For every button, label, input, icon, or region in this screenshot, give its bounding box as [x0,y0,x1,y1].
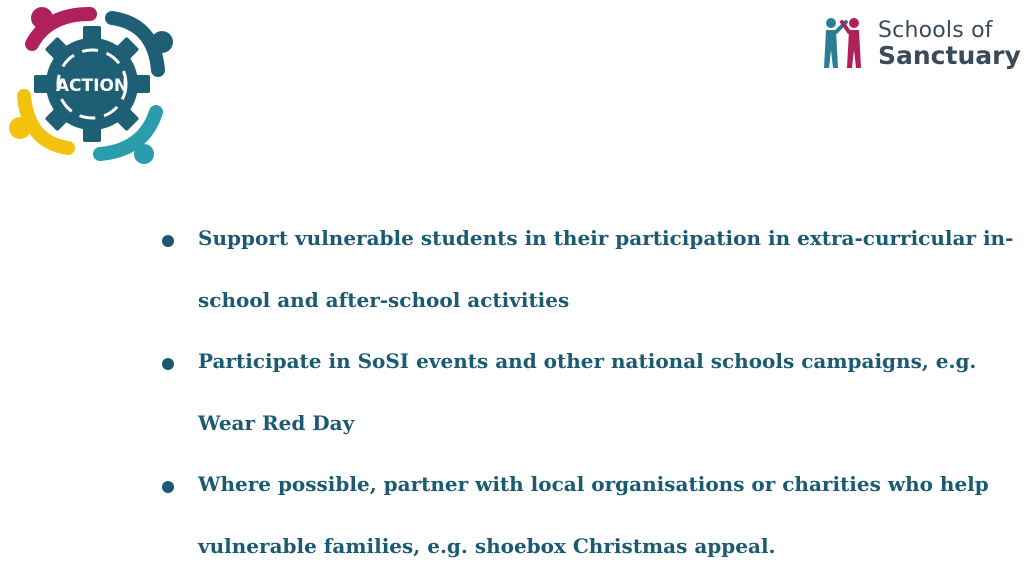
brand-line2: Sanctuary [878,41,1021,70]
people-figures-icon [818,16,868,72]
bullet-text: Support vulnerable students in their participation in extra-curricular in-school and after-school activities [198,226,1014,312]
magenta-figure-icon [31,7,90,44]
bullet-dot-icon [162,358,174,370]
list-item [158,454,1018,577]
list-item [158,208,1018,331]
brand-line1: Schools of [878,18,993,43]
bullet-text: Where possible, partner with local organisations or charities who help vulnerable families, e.g. shoebox Christmas appeal. [198,472,989,558]
action-gear-logo [8,4,180,164]
schools-of-sanctuary-logo [818,14,1021,74]
bullet-dot-icon [162,235,174,247]
bullet-text: Participate in SoSI events and other national schools campaigns, e.g. Wear Red Day [198,349,977,435]
bullet-dot-icon [162,481,174,493]
action-bullet-list [158,208,1018,577]
action-label: ACTION [55,76,129,96]
gear-icon [34,26,150,142]
list-item [158,331,1018,454]
